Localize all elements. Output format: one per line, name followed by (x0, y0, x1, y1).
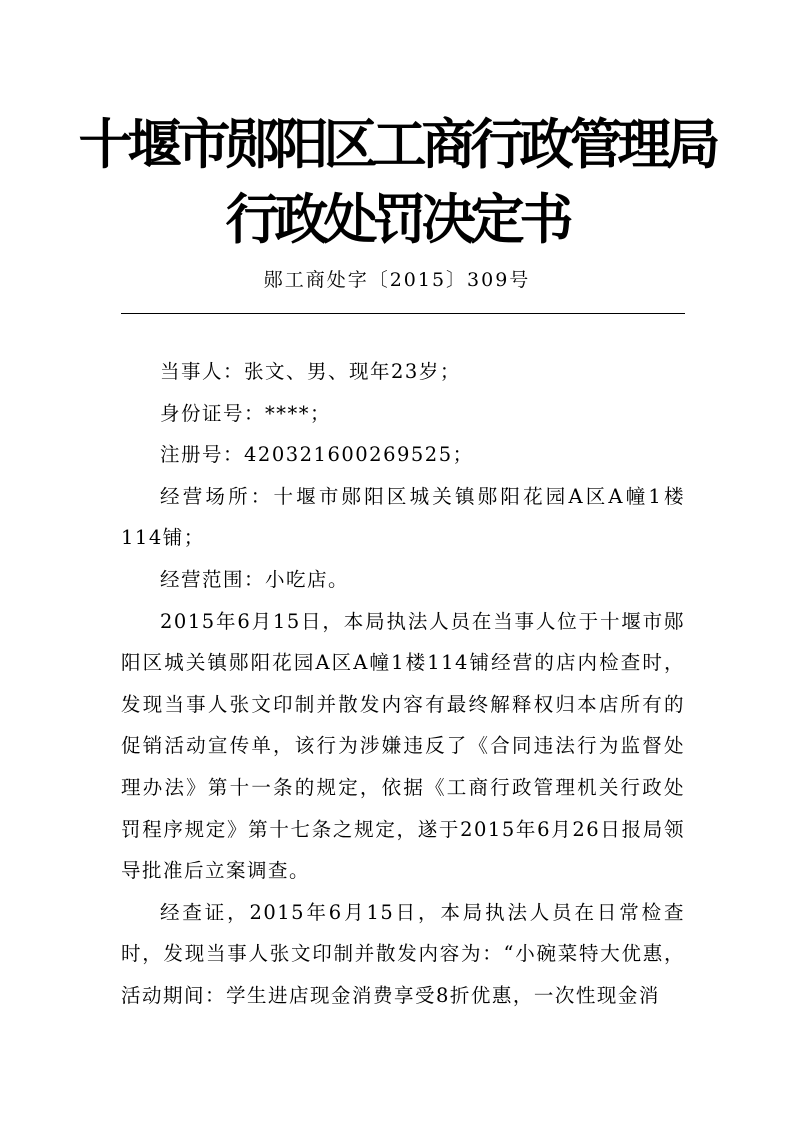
document-title-line2: 行政处罚决定书 (225, 188, 569, 251)
document-number: 郧工商处字〔2015〕309号 (263, 269, 531, 291)
party-paragraph: 当事人：张文、男、现年23岁； (160, 360, 461, 383)
document-body (121, 351, 685, 1017)
business-location-paragraph: 经营场所：十堰市郧阳区城关镇郧阳花园A区A幢1楼114铺； (121, 484, 685, 550)
id-number-paragraph: 身份证号：****； (160, 401, 332, 425)
investigation-paragraph: 经查证，2015年6月15日，本局执法人员在日常检查时，发现当事人张文印制并散发内容为：“小碗菜特大优惠，活动期间：学生进店现金消费享受8折优惠，一次性现金消 (121, 900, 685, 1007)
registration-number-paragraph: 注册号：420321600269525； (160, 443, 474, 467)
document-title-line1: 十堰市郧阳区工商行政管理局 (78, 113, 716, 176)
case-filing-paragraph: 2015年6月15日，本局执法人员在当事人位于十堰市郧阳区城关镇郧阳花园A区A幢1楼114铺经营的店内检查时，发现当事人张文印制并散发内容有最终解释权归本店所有的促销活动宣传单，该行为涉嫌违反了《合同违法行为监督处理办法》第十一条的规定，依据《工商行政管理机关行政处罚程序规定》第十七条之规定，遂于2015年6月26日报局领导批准后立案调查。 (121, 609, 685, 883)
business-scope-paragraph: 经营范围：小吃店。 (160, 567, 350, 591)
header-divider (121, 313, 685, 314)
